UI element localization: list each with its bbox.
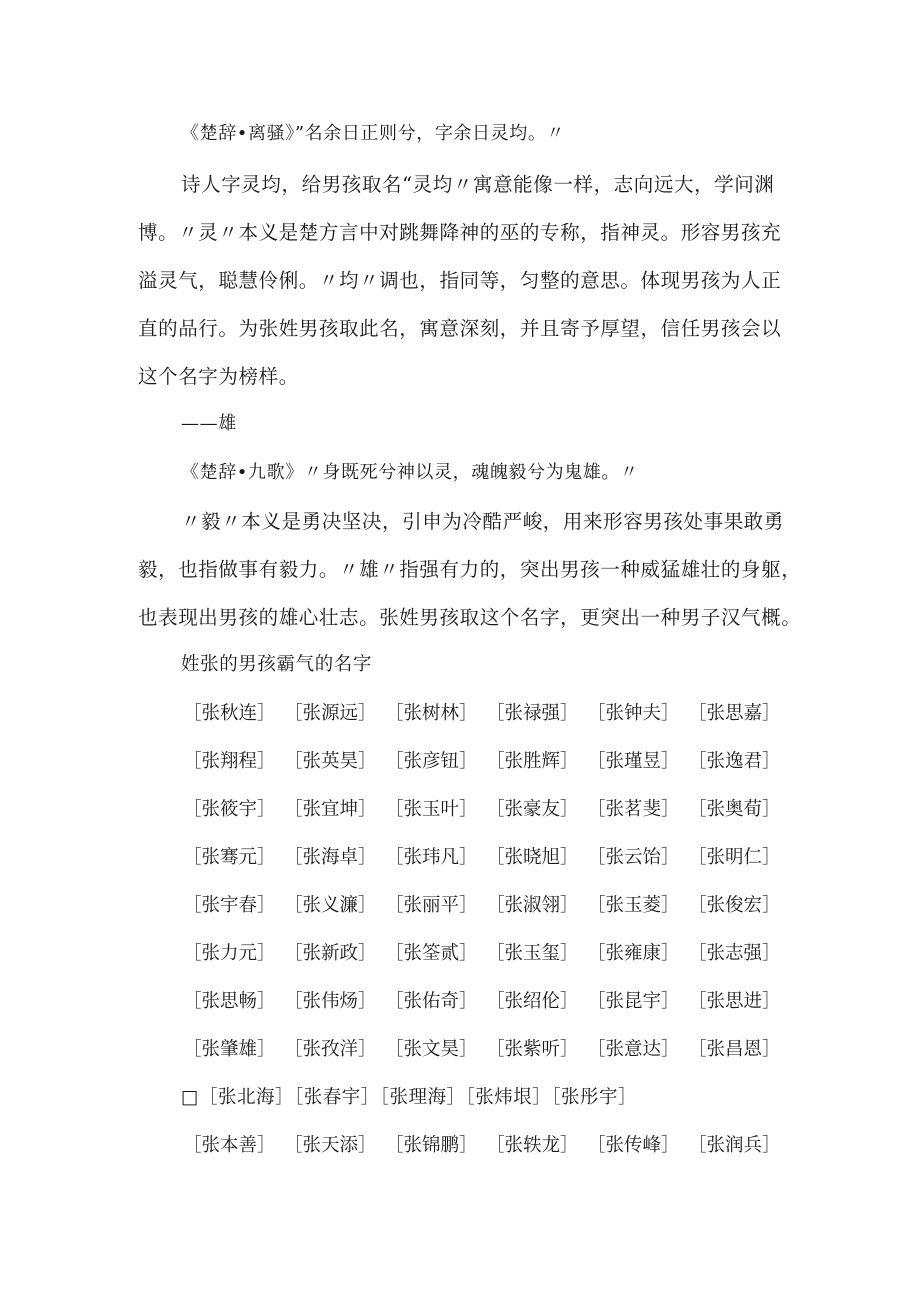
para1-line: 溢灵气，聪慧伶俐。〃均〃调也，指同等，匀整的意思。体现男孩为人正 (138, 269, 782, 292)
name-item: ［张茗斐］ (587, 799, 680, 820)
name-item: ［张志强］ (688, 943, 781, 964)
section-heading-xiong: ——雄 (181, 413, 237, 434)
name-item: ［张明仁］ (688, 847, 781, 868)
name-item: ［张瑾昱］ (587, 751, 680, 772)
names-row (183, 989, 789, 1015)
name-item: ［张玉叶］ (385, 799, 478, 820)
para1-line: 博。〃灵〃本义是楚方言中对跳舞降神的巫的专称，指神灵。形容男孩充 (138, 221, 782, 244)
name-item: ［张思进］ (688, 991, 781, 1012)
names-row (183, 941, 789, 967)
names-row (183, 1037, 789, 1063)
names-row (183, 845, 789, 871)
name-item: ［张禄强］ (486, 703, 579, 724)
name-item: ［张逸君］ (688, 751, 781, 772)
name-item: ［张孜洋］ (284, 1039, 377, 1060)
name-item: ［张丽平］ (385, 895, 478, 916)
name-item: ［张云饴］ (587, 847, 680, 868)
name-item: ［张传峰］ (587, 1135, 680, 1156)
name-item: ［张锦鹏］ (385, 1135, 478, 1156)
names-row (183, 701, 789, 727)
name-item: ［张昆宇］ (587, 991, 680, 1012)
name-item: ［张海卓］ (284, 847, 377, 868)
name-item: ［张玮凡］ (385, 847, 478, 868)
names-list-title: 姓张的男孩霸气的名字 (181, 654, 373, 675)
name-item: ［张紫听］ (486, 1039, 579, 1060)
names-row (183, 749, 789, 775)
names-row (183, 797, 789, 823)
name-item: ［张天添］ (284, 1135, 377, 1156)
name-item: ［张淑翎］ (486, 895, 579, 916)
name-item: ［张钟夫］ (587, 703, 680, 724)
para1-line: 诗人字灵均，给男孩取名“灵均〃寓意能像一样，志向远大，学问渊 (181, 173, 775, 196)
name-item: ［张伟炀］ (284, 991, 377, 1012)
para2-line: 毅，也指做事有毅力。〃雄〃指强有力的，突出男孩一种威猛雄壮的身躯， (138, 558, 802, 581)
name-item: ［张昌恩］ (688, 1039, 781, 1060)
name-item: ［张本善］ (183, 1135, 276, 1156)
names-row (183, 893, 789, 919)
name-item: ［张义濂］ (284, 895, 377, 916)
para1-line: 这个名字为榜样。 (138, 365, 299, 388)
name-item: ［张思畅］ (183, 991, 276, 1012)
name-item: ［张奥荀］ (688, 799, 781, 820)
name-item: ［张文昊］ (385, 1039, 478, 1060)
name-item: ［张玉玺］ (486, 943, 579, 964)
names-row-odd: □［张北海］［张春宇］［张理海］［张炜垠］［张彤宇］ (181, 1087, 637, 1108)
name-item: ［张翔程］ (183, 751, 276, 772)
name-item: ［张胜辉］ (486, 751, 579, 772)
name-item: ［张雍康］ (587, 943, 680, 964)
name-item: ［张豪友］ (486, 799, 579, 820)
name-item: ［张树林］ (385, 703, 478, 724)
name-item: ［张英昊］ (284, 751, 377, 772)
name-item: ［张佑奇］ (385, 991, 478, 1012)
quote-jiuge: 《楚辞•九歌》〃身既死兮神以灵，魂魄毅兮为鬼雄。〃 (181, 462, 639, 483)
name-item: ［张思嘉］ (688, 703, 781, 724)
name-item: ［张肇雄］ (183, 1039, 276, 1060)
name-item: ［张骞元］ (183, 847, 276, 868)
name-item: ［张宜坤］ (284, 799, 377, 820)
name-item: ［张润兵］ (688, 1135, 781, 1156)
name-item: ［张俊宏］ (688, 895, 781, 916)
para2-line: 也表现出男孩的雄心壮志。张姓男孩取这个名字，更突出一种男子汉气概。 (138, 606, 802, 629)
name-item: ［张晓旭］ (486, 847, 579, 868)
name-item: ［张新政］ (284, 943, 377, 964)
quote-lisao: 《楚辞•离骚》”名余日正则兮，字余日灵均。〃 (181, 123, 566, 144)
name-item: ［张彦钮］ (385, 751, 478, 772)
name-item: ［张宇春］ (183, 895, 276, 916)
para1-line: 直的品行。为张姓男孩取此名，寓意深刻，并且寄予厚望，信任男孩会以 (138, 317, 782, 340)
name-item: ［张轶龙］ (486, 1135, 579, 1156)
name-item: ［张秋连］ (183, 703, 276, 724)
para2-line: 〃毅〃本义是勇决坚决，引申为冷酷严峻，用来形容男孩处事果敢勇 (181, 510, 785, 533)
name-item: ［张筱宇］ (183, 799, 276, 820)
name-item: ［张意达］ (587, 1039, 680, 1060)
name-item: ［张绍伦］ (486, 991, 579, 1012)
name-item: ［张筌贰］ (385, 943, 478, 964)
names-row (183, 1133, 789, 1159)
name-item: ［张源远］ (284, 703, 377, 724)
name-item: ［张玉菱］ (587, 895, 680, 916)
name-item: ［张力元］ (183, 943, 276, 964)
